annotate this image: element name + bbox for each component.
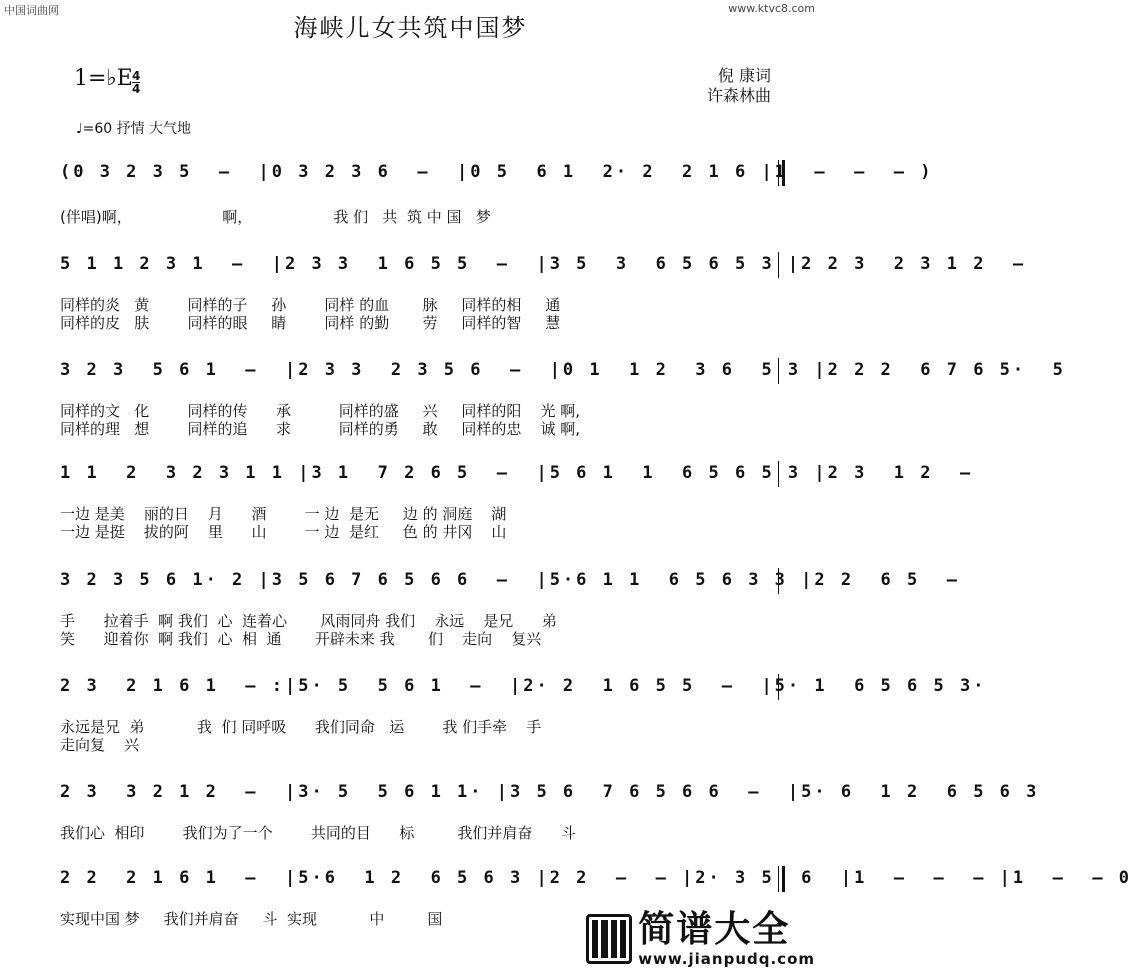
lyric-line: 手 拉着手 啊 我们 心 连着心 风雨同舟 我们 永远 是兄 弟 (60, 612, 557, 630)
notation-line: 2 3 3 2 1 2 – |3· 5 5 6 1 1· |3 5 6 7 6 5 6 6 – |5· 6 1 2 6 5 6 3 (60, 782, 1040, 802)
piano-key-icon (620, 920, 626, 958)
key-signature: 1=♭E (74, 66, 133, 91)
piano-key-icon (592, 920, 598, 958)
score-row-5 (60, 570, 960, 650)
bar-line (778, 160, 785, 186)
bar-line (778, 252, 779, 278)
notation-line: 2 3 2 1 6 1 – :|5· 5 5 6 1 – |2· 2 1 6 5 5 – |5· 1 6 5 6 5 3· (60, 676, 987, 696)
meter-bottom: 4 (132, 82, 141, 96)
notation-line: 3 2 3 5 6 1· 2 |3 5 6 7 6 5 6 6 – |5·6 1 1 6 5 6 3 3 |2 2 6 5 – (60, 570, 960, 590)
logo-box (586, 910, 815, 968)
bar-line (778, 568, 779, 594)
piano-icon (586, 914, 632, 964)
tempo-marking: ♩=60 抒情 大气地 (76, 121, 192, 137)
lyric-line: 一边 是美 丽的日 月 酒 一 边 是无 边 的 洞庭 湖 (60, 505, 507, 523)
score-row-3 (60, 360, 1066, 440)
site-name-left: 中国词曲网 (4, 4, 59, 17)
lyric-line: 同样的理 想 同样的追 求 同样的勇 敢 同样的忠 诚 啊, (60, 420, 581, 438)
time-signature (132, 70, 140, 95)
lyric-line: 走向复 兴 (60, 736, 140, 754)
logo-url: www.jianpudq.com (638, 950, 815, 968)
composer-credit: 许森林曲 (706, 86, 771, 105)
credits (707, 66, 771, 106)
final-bar-line (778, 866, 785, 892)
score-row-2 (60, 254, 1027, 334)
lyric-line: 实现中国 梦 我们并肩奋 斗 实现 中 国 (60, 910, 443, 928)
lyric-line: 永远是兄 弟 我 们 同呼吸 我们同命 运 我 们手牵 手 (60, 718, 542, 736)
notation-line: 1 1 2 3 2 3 1 1 |3 1 7 2 6 5 – |5 6 1 1 6 5 6 5 3 |2 3 1 2 – (60, 463, 974, 483)
lyric-line: 我们心 相印 我们为了一个 共同的目 标 我们并肩奋 斗 (60, 824, 576, 842)
logo-name: 简谱大全 (638, 909, 791, 950)
score-row-4 (60, 463, 974, 543)
lyric-line: 同样的皮 肤 同样的眼 睛 同样 的勤 劳 同样的智 慧 (60, 314, 561, 332)
bar-line (778, 674, 779, 700)
lyric-line: 笑 迎着你 啊 我们 心 相 通 开辟未来 我 们 走向 复兴 (60, 630, 542, 648)
score-row-7 (60, 782, 1040, 842)
score-row-6 (60, 676, 987, 756)
lyric-line: 同样的炎 黄 同样的子 孙 同样 的血 脉 同样的相 通 (60, 296, 561, 314)
lyric-line: 一边 是挺 拔的阿 里 山 一 边 是红 色 的 井冈 山 (60, 523, 507, 541)
notation-line: 5 1 1 2 3 1 – |2 3 3 1 6 5 5 – |3 5 3 6 5 6 5 3 |2 2 3 2 3 1 2 – (60, 254, 1027, 274)
piano-key-icon (601, 920, 607, 958)
bar-line (778, 461, 779, 487)
meter-top: 4 (132, 69, 141, 83)
site-url-right: www.ktvc8.com (728, 2, 815, 15)
jianpu-logo (586, 910, 815, 968)
song-title: 海峡儿女共筑中国梦 (293, 14, 528, 42)
lyricist-credit: 倪 康词 (717, 66, 771, 85)
notation-line: 2 2 2 1 6 1 – |5·6 1 2 6 5 6 3 |2 2 – – |2· 3 5 6 |1 – – – |1 – – 0 (60, 868, 1132, 888)
lyric-line: (伴唱)啊， 啊， 我 们 共 筑 中 国 梦 (60, 208, 491, 226)
bar-line (778, 358, 779, 384)
notation-line: (0 3 2 3 5 – |0 3 2 3 6 – |0 5 6 1 2· 2 2 1 6 |1 – – – ) (60, 162, 934, 182)
notation-line: 3 2 3 5 6 1 – |2 3 3 2 3 5 6 – |0 1 1 2 3 6 5 3 |2 2 2 6 7 6 5· 5 (60, 360, 1066, 380)
piano-key-icon (611, 920, 617, 958)
lyric-line: 同样的文 化 同样的传 承 同样的盛 兴 同样的阳 光 啊, (60, 402, 581, 420)
score-row-1 (60, 162, 934, 232)
